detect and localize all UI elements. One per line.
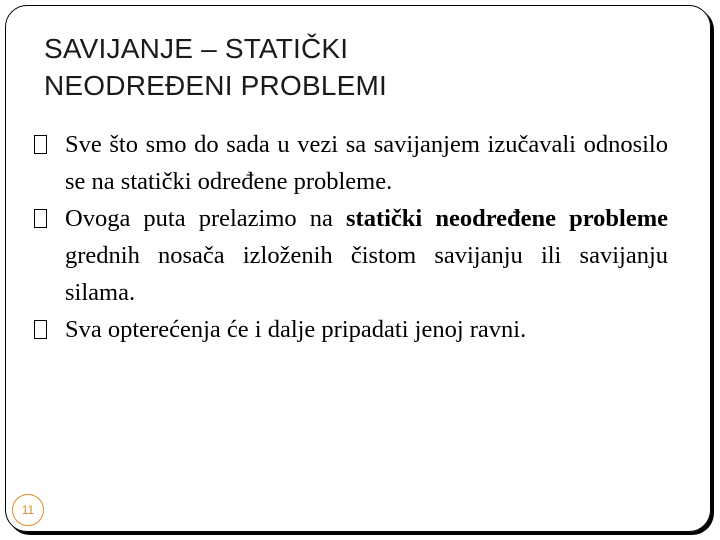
bullet-text-suffix: grednih nosača izloženih čistom savijanju ili savijanju silama. xyxy=(65,242,668,306)
slide-number: 11 xyxy=(12,494,44,526)
slide-title-line-2: NEODREĐENI PROBLEMI xyxy=(44,70,387,101)
slide-title-line-1: SAVIJANJE – STATIČKI xyxy=(44,33,349,64)
slide-title xyxy=(44,30,684,104)
square-bullet-icon xyxy=(34,320,47,339)
bullet-item xyxy=(32,200,668,311)
square-bullet-icon xyxy=(34,209,47,228)
square-bullet-icon xyxy=(34,135,47,154)
bullet-text: Sva opterećenja će i dalje pripadati jenoj ravni. xyxy=(65,316,527,343)
bullet-list xyxy=(32,126,668,348)
bullet-item xyxy=(32,126,668,200)
bullet-text: Sve što smo do sada u vezi sa savijanjem izučavali odnosilo se na statički određene probleme. xyxy=(65,131,668,195)
bullet-item xyxy=(32,311,668,348)
bullet-text-prefix: Ovoga puta prelazimo na xyxy=(65,205,346,232)
bullet-text-emphasis: statički neodređene probleme xyxy=(346,205,669,232)
